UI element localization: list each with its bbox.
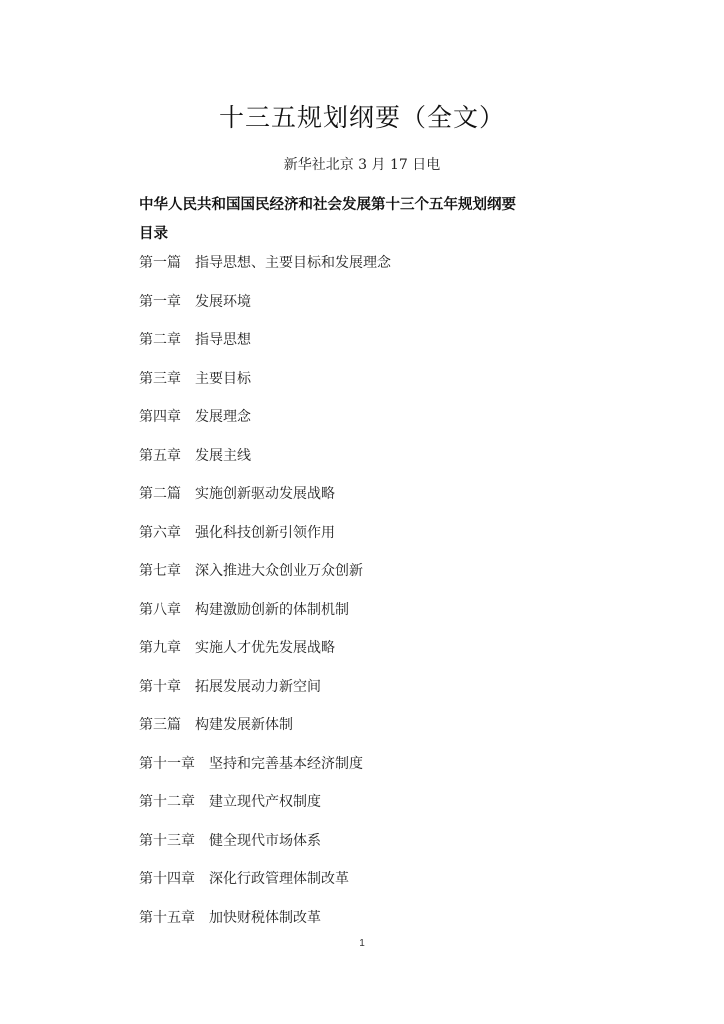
toc-item-title: 强化科技创新引领作用 [195,524,335,541]
toc-item-title: 深入推进大众创业万众创新 [195,563,363,579]
toc-item-title: 指导思想 [195,332,251,348]
table-of-contents [139,253,391,946]
toc-item[interactable] [139,446,391,485]
toc-item-number: 第五章 [139,447,181,464]
toc-item[interactable] [139,253,391,292]
toc-item[interactable] [139,869,391,908]
toc-item[interactable] [139,561,391,600]
toc-item-title: 构建发展新体制 [195,717,293,733]
toc-item[interactable] [139,523,391,562]
page-number: 1 [359,938,365,949]
toc-item-number: 第二篇 [139,486,181,502]
dateline: 新华社北京 3 月 17 日电 [283,157,441,173]
toc-item-title: 发展环境 [195,293,251,310]
toc-item[interactable] [139,677,391,716]
toc-item-number: 第九章 [139,640,181,656]
toc-item-number: 第十一章 [139,755,195,772]
toc-item-title: 发展主线 [195,447,251,464]
toc-item-title: 坚持和完善基本经济制度 [209,755,363,772]
toc-item-title: 实施人才优先发展战略 [195,640,335,656]
toc-item-title: 主要目标 [195,370,251,387]
toc-heading: 目录 [139,226,168,242]
toc-item-title: 构建激励创新的体制机制 [195,601,349,618]
document-full-name: 中华人民共和国国民经济和社会发展第十三个五年规划纲要 [139,197,516,213]
toc-item-number: 第七章 [139,563,181,579]
toc-item[interactable] [139,292,391,331]
toc-item-title: 健全现代市场体系 [209,832,321,849]
toc-item-title: 指导思想、主要目标和发展理念 [195,255,391,271]
toc-item[interactable] [139,369,391,408]
toc-item-number: 第一章 [139,293,181,310]
toc-item-title: 加快财税体制改革 [209,909,321,926]
toc-item-number: 第十五章 [139,909,195,926]
toc-item-number: 第四章 [139,409,181,425]
toc-item-title: 深化行政管理体制改革 [209,871,349,887]
toc-item[interactable] [139,484,391,523]
toc-item[interactable] [139,715,391,754]
toc-item-number: 第十三章 [139,832,195,849]
toc-item-number: 第十二章 [139,794,195,810]
toc-item-title: 建立现代产权制度 [209,794,321,810]
toc-item-number: 第三章 [139,370,181,387]
toc-item[interactable] [139,638,391,677]
toc-item-title: 实施创新驱动发展战略 [195,486,335,502]
toc-item[interactable] [139,330,391,369]
toc-item[interactable] [139,407,391,446]
toc-item[interactable] [139,831,391,870]
document-title: 十三五规划纲要（全文） [218,103,505,132]
toc-item-number: 第三篇 [139,717,181,733]
toc-item-number: 第十四章 [139,871,195,887]
toc-item-number: 第六章 [139,524,181,541]
toc-item-number: 第八章 [139,601,181,618]
toc-item-title: 发展理念 [195,409,251,425]
toc-item-number: 第十章 [139,678,181,695]
toc-item[interactable] [139,754,391,793]
toc-item-number: 第一篇 [139,255,181,271]
toc-item-title: 拓展发展动力新空间 [195,678,321,695]
toc-item[interactable] [139,792,391,831]
toc-item[interactable] [139,600,391,639]
toc-item-number: 第二章 [139,332,181,348]
